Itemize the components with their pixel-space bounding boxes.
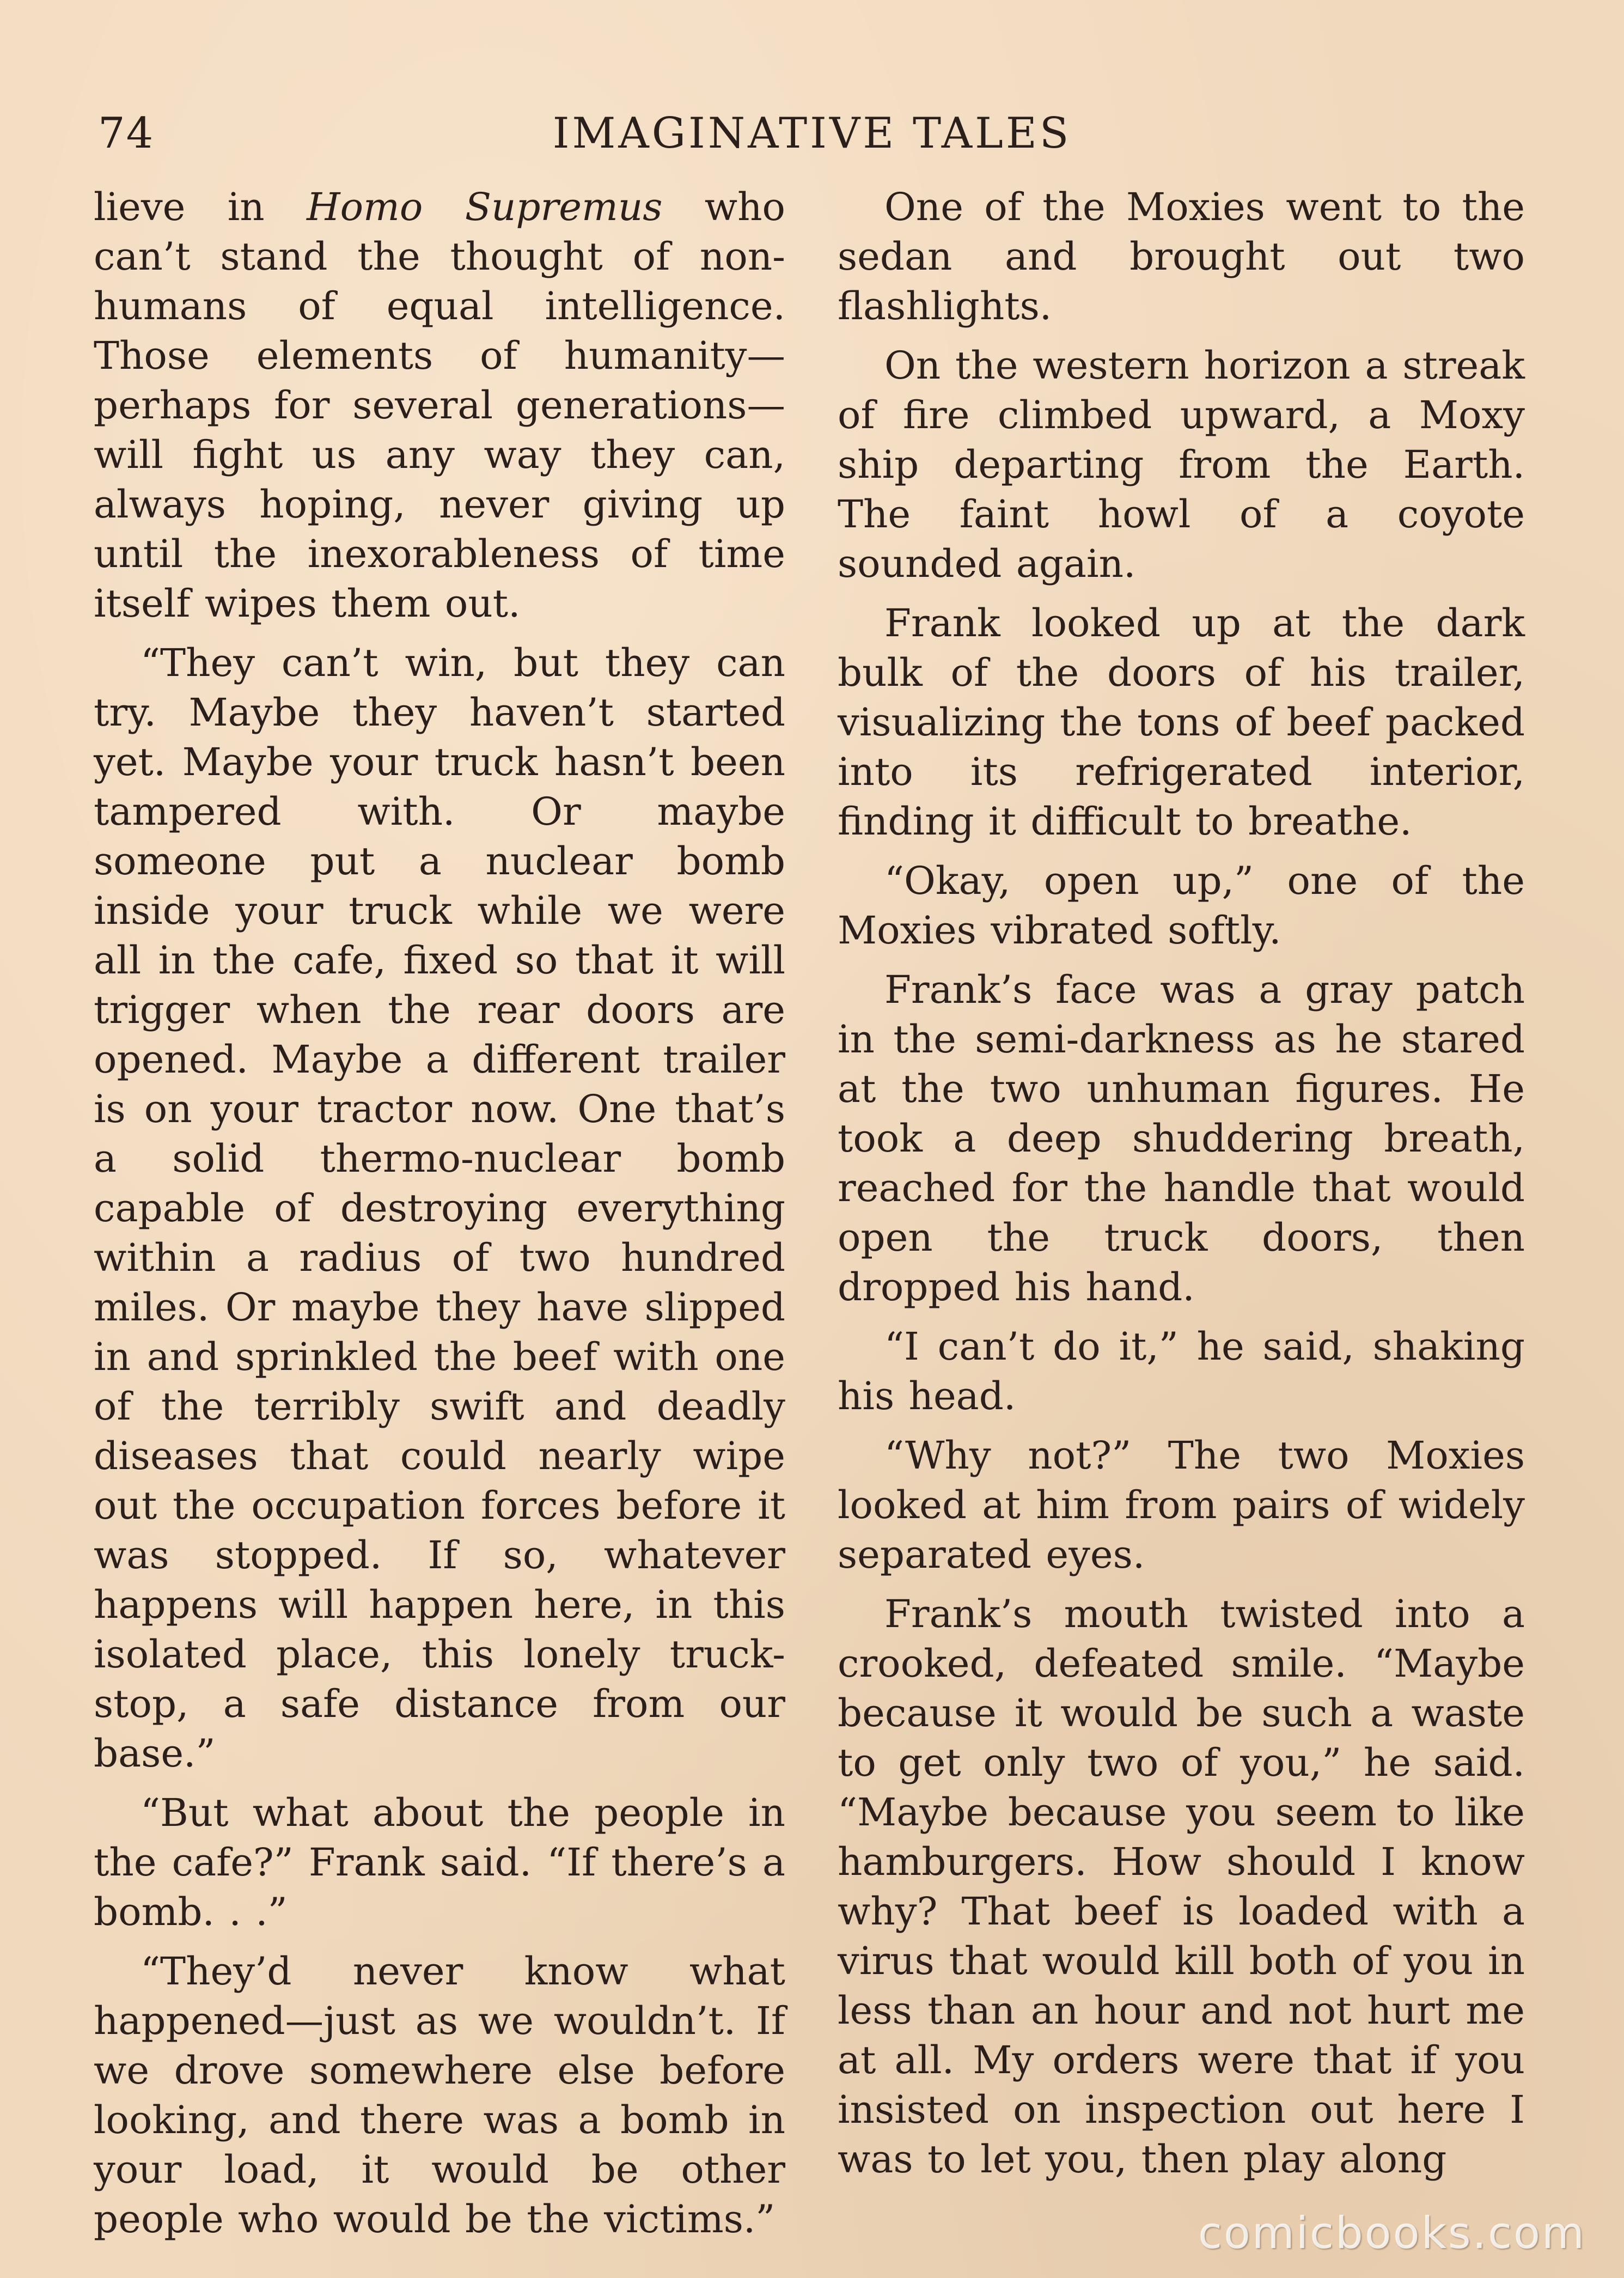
page-number: 74 — [98, 109, 155, 158]
left-column — [94, 182, 785, 2254]
paragraph: Frank looked up at the dark bulk of the doors of his trailer, visualizing the tons of beef packed into its refrigerated interior, finding it difficult to breathe. — [838, 601, 1525, 844]
paragraph: Frank’s face was a gray patch in the semi-darkness as he stared at the two unhuman figures. He took a deep shuddering breath, reached for the handle that would open the truck doors, then dropped his hand. — [838, 967, 1525, 1309]
paragraph: Frank’s mouth twisted into a crooked, defeated smile. “Maybe because it would be such a waste to get only two of you,” he said. “Maybe because you seem to like hamburgers. How should I know why? That beef is loaded with a virus that would kill both of you in less than an hour and not hurt me at all. My orders were that if you insisted on inspection out here I was to let you, then play along — [838, 1592, 1525, 2182]
paragraph-text: lieve in — [94, 185, 307, 229]
paragraph-text: who can’t stand the thought of non-humans of equal intelligence. Those elements of humanity—perhaps for several generations—will fight us any way they can, always hoping, never giving up until the inexorableness of time itself wipes them out. — [94, 185, 786, 626]
paragraph: “They can’t win, but they can try. Maybe they haven’t started yet. Maybe your truck hasn’t been tampered with. Or maybe someone put a nuclear bomb inside your truck while we were all in the cafe, fixed so that it will trigger when the rear doors are opened. Maybe a different trailer is on your tractor now. One that’s a solid thermo-nuclear bomb capable of destroying everything within a radius of two hundred miles. Or maybe they have slipped in and sprinkled the beef with one of the terribly swift and deadly diseases that could nearly wipe out the occupation forces before it was stopped. If so, whatever happens will happen here, in this isolated place, this lonely truck-stop, a safe distance from our base.” — [94, 641, 785, 1776]
paragraph: “Okay, open up,” one of the Moxies vibrated softly. — [838, 858, 1525, 953]
watermark: comicbooks.com — [1198, 2208, 1586, 2258]
paragraph: “Why not?” The two Moxies looked at him from pairs of widely separated eyes. — [838, 1433, 1525, 1577]
right-column — [838, 182, 1525, 2194]
paragraph — [94, 182, 785, 629]
paragraph: “They’d never know what happened—just as we wouldn’t. If we drove somewhere else before looking, and there was a bomb in your load, it would be other people who would be the victims.” — [94, 1949, 785, 2242]
paragraph: “I can’t do it,” he said, shaking his head. — [838, 1324, 1525, 1418]
paragraph: On the western horizon a streak of fire climbed upward, a Moxy ship departing from the Earth. The faint howl of a coyote sounded again. — [838, 343, 1525, 586]
running-head: IMAGINATIVE TALES — [552, 109, 1072, 158]
paragraph: “But what about the people in the cafe?” Frank said. “If there’s a bomb. . .” — [94, 1790, 785, 1934]
paragraph: One of the Moxies went to the sedan and brought out two flashlights. — [838, 185, 1525, 328]
italic-phrase: Homo Supremus — [307, 185, 663, 229]
